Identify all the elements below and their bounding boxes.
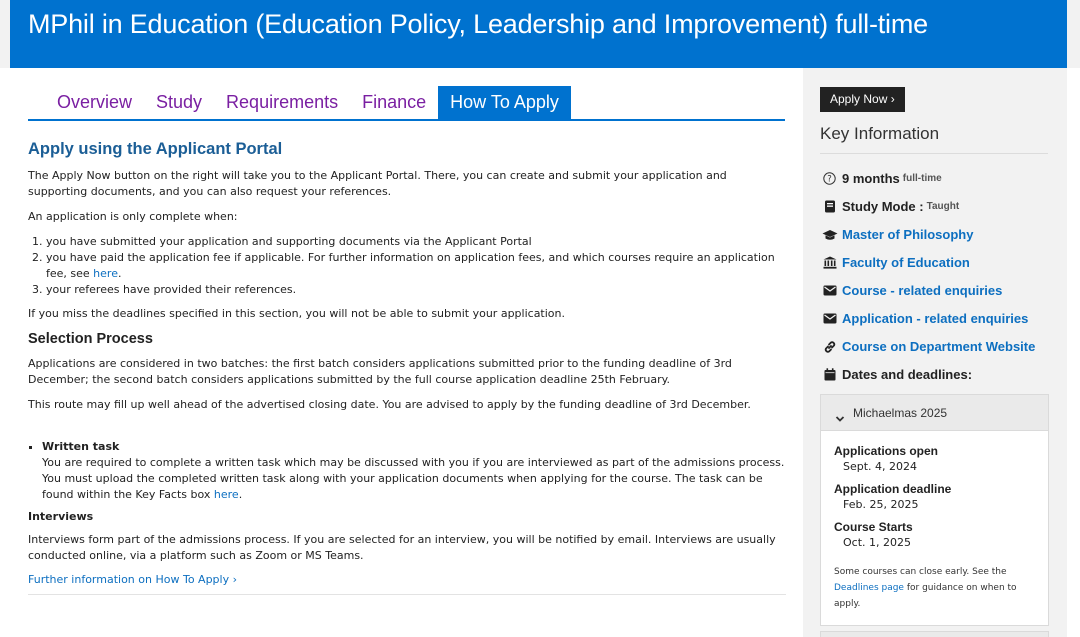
- section-heading: Apply using the Applicant Portal: [28, 140, 283, 158]
- study-mode-value: Taught: [926, 201, 960, 212]
- written-task-title: ▪ Written task: [42, 440, 120, 453]
- course-starts-date: Oct. 1, 2025: [843, 536, 911, 549]
- term-label: Michaelmas 2025: [853, 406, 948, 420]
- graduation-cap-icon: [821, 229, 838, 241]
- application-deadline-label: Application deadline: [834, 482, 952, 496]
- completion-steps: [46, 234, 786, 298]
- list-item: [42, 439, 786, 503]
- key-information-sidebar: [803, 68, 1067, 637]
- qualification-item[interactable]: [821, 227, 973, 242]
- main-content: [28, 140, 786, 595]
- tab-bar: [45, 86, 571, 119]
- term-accordion-header[interactable]: [820, 394, 1049, 431]
- faculty-link[interactable]: Faculty of Education: [842, 255, 970, 270]
- book-icon: [821, 200, 838, 213]
- deadline-note: If you miss the deadlines specified in this section, you will not be able to submit your application.: [28, 307, 565, 320]
- step-end: .: [117, 267, 122, 280]
- title-bar: [10, 0, 1067, 68]
- note-text-end: for guidance on when to apply.: [834, 583, 1017, 609]
- interviews-heading: Interviews: [28, 510, 94, 523]
- application-enquiries-item[interactable]: [821, 311, 1028, 326]
- divider: [820, 153, 1048, 154]
- envelope-icon: [821, 285, 838, 296]
- key-info-title: Key Information: [820, 124, 940, 143]
- duration-suffix: full-time: [902, 173, 942, 184]
- applications-open-date: Sept. 4, 2024: [843, 460, 918, 473]
- written-task-end: .: [238, 488, 243, 501]
- interviews-paragraph: Interviews form part of the admissions process. If you are selected for an interview, you will be notified by email. Interviews are usually conducted online, via a platform such as Zoom or MS Teams.: [28, 533, 776, 562]
- application-enquiries-link[interactable]: Application - related enquiries: [842, 311, 1029, 326]
- applications-open-label: Applications open: [834, 444, 939, 458]
- term-accordion-body: [820, 431, 1049, 626]
- complete-when-text: An application is only complete when:: [28, 210, 238, 223]
- tab-overview[interactable]: Overview: [57, 92, 133, 112]
- tab-finance[interactable]: Finance: [362, 92, 427, 112]
- next-accordion-edge: [820, 631, 1049, 637]
- study-mode-label: Study Mode :: [842, 199, 924, 214]
- question-circle-icon: [821, 172, 838, 185]
- chevron-down-icon: [835, 408, 845, 427]
- department-website-item[interactable]: [821, 339, 1035, 354]
- course-enquiries-item[interactable]: [821, 283, 1002, 298]
- link-icon: [821, 340, 838, 354]
- duration-item: [821, 171, 942, 186]
- envelope-icon: [821, 313, 838, 324]
- selection-paragraph-2: This route may fill up well ahead of the advertised closing date. You are advised to apply by the funding deadline of 3rd December.: [28, 398, 751, 411]
- department-website-link[interactable]: Course on Department Website: [842, 339, 1036, 354]
- written-task-body: You are required to complete a written task which may be discussed with you if you are interviewed as part of the admissions process. You must upload the completed written task along with your application documents when applying for the course. The task can be found within the Key Facts box: [42, 456, 785, 501]
- further-info-link[interactable]: Further information on How To Apply ›: [28, 573, 786, 595]
- requirements-list: [42, 439, 786, 503]
- intro-paragraph: The Apply Now button on the right will take you to the Applicant Portal. There, you can create and submit your application and supporting documents, and you can also request your references.: [28, 169, 727, 198]
- apply-now-button[interactable]: Apply Now ›: [820, 87, 905, 112]
- page-title: MPhil in Education (Education Policy, Leadership and Improvement) full-time: [28, 9, 928, 39]
- application-deadline-date: Feb. 25, 2025: [843, 498, 919, 511]
- tab-study[interactable]: Study: [156, 92, 203, 112]
- tab-underline: [28, 119, 785, 121]
- header-background: [0, 0, 1080, 68]
- deadlines-note: [834, 564, 1039, 612]
- dates-item: [821, 367, 972, 382]
- selection-paragraph: Applications are considered in two batches: the first batch considers applications submitted prior to the funding deadline of 3rd December; the second batch considers applications submitted by the full course application deadline 25th February.: [28, 357, 732, 386]
- study-mode-item: [821, 199, 959, 214]
- faculty-item[interactable]: [821, 255, 970, 270]
- fees-link[interactable]: here: [93, 267, 118, 280]
- tab-how-to-apply[interactable]: How To Apply: [438, 86, 571, 119]
- list-item: 3. your referees have provided their references.: [46, 282, 786, 298]
- note-text: Some courses can close early. See the: [834, 567, 1007, 577]
- dates-label: Dates and deadlines:: [842, 367, 973, 382]
- list-item: [46, 250, 786, 282]
- selection-heading: Selection Process: [28, 331, 153, 347]
- written-task-link[interactable]: here: [213, 488, 239, 501]
- calendar-icon: [821, 368, 838, 381]
- svg-text:?: ?: [827, 174, 832, 185]
- list-item: 1. you have submitted your application and supporting documents via the Applicant Portal: [46, 234, 786, 250]
- qualification-link[interactable]: Master of Philosophy: [842, 227, 974, 242]
- step-text: you have paid the application fee if applicable. For further information on application fees, and which courses require an application fee, see: [46, 251, 775, 280]
- tab-requirements[interactable]: Requirements: [226, 92, 339, 112]
- deadlines-page-link[interactable]: Deadlines page: [834, 583, 904, 593]
- course-starts-label: Course Starts: [834, 520, 913, 534]
- course-enquiries-link[interactable]: Course - related enquiries: [842, 283, 1003, 298]
- duration-value: 9 months: [842, 171, 900, 186]
- institution-icon: [821, 256, 838, 269]
